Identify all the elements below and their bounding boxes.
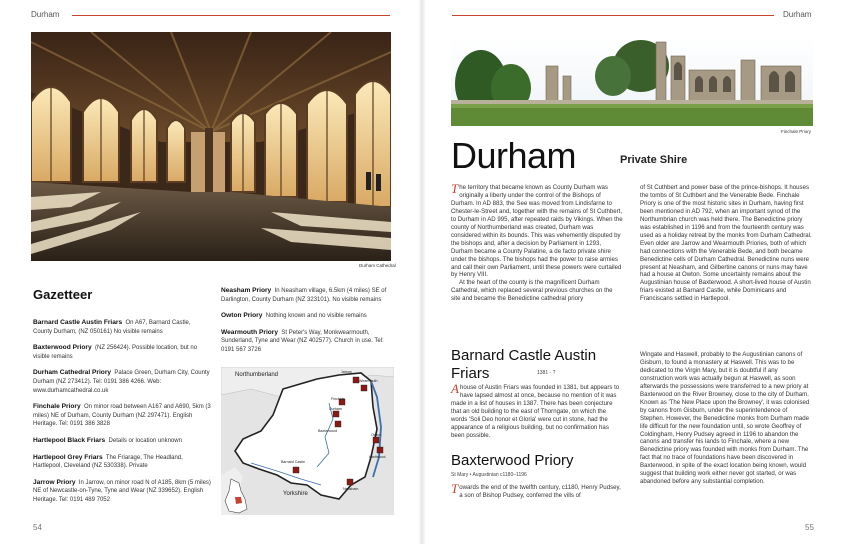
- section-title-baxterwood: Baxterwood Priory: [451, 452, 574, 469]
- section-column-2: [640, 351, 812, 486]
- entry-name: Wearmouth Priory: [221, 328, 279, 336]
- entry-detail: Details or location unknown: [108, 437, 182, 444]
- section-body-barnard-castle: [451, 381, 623, 440]
- entry-detail: Nothing known and no visible remains: [265, 313, 367, 320]
- dropcap: A: [451, 381, 459, 396]
- map-place: Finchale: [331, 397, 345, 401]
- dropcap: T: [451, 481, 459, 496]
- gazetteer-title: Gazetteer: [33, 287, 93, 302]
- section-meta-baxterwood: St Mary • Augustinian c1180–1196: [451, 472, 527, 478]
- gazetteer-entry: [221, 329, 393, 355]
- map-place: Baxterwood: [318, 429, 337, 433]
- gazetteer-entry: [33, 437, 211, 446]
- entry-name: Owton Priory: [221, 312, 263, 320]
- map-place: Jarrow: [341, 370, 352, 374]
- gazetteer-column-1: [33, 319, 211, 513]
- photo-caption-left: Durham Cathedral: [359, 263, 396, 268]
- running-head-right: Durham: [783, 10, 812, 19]
- entry-detail: On A67, Barnard Castle, County Durham, (NZ 050161) No visible remains: [33, 320, 191, 335]
- intro-paragraph-3: of St Cuthbert and power base of the prince-bishops. It houses the tombs of St Cuthbert and the Venerable Bede. Finchale Priory is one of the most historic sites in Durham, having first been mentioned in AD 792, when an important synod of the Northumbrian church was held there. The Benedictine priory was established in 1196 and from the fourteenth century was used as a holiday retreat by the monks from Durham Cathedral. Even older are Jarrow and Wearmouth Priories, both of which had connections with the Venerable Bede, and both became Benedictine cells of Durham Cathedral. Benedictine nuns were present at Neasham, and Gilbertine canons or nuns may have had a house at Owton. Some uncertainty remains about the Augustinian house of Baxterwood. A short-lived house of Austin friars existed at Barnard Castle, while Dominicans and Franciscans settled in Hartlepool.: [640, 184, 812, 303]
- entry-name: Jarrow Priory: [33, 478, 76, 486]
- entry-name: Neasham Priory: [221, 287, 272, 294]
- entry-name: Hartlepool Grey Friars: [33, 453, 103, 461]
- running-head-left: Durham: [31, 10, 60, 19]
- page-subtitle: Private Shire: [620, 154, 688, 166]
- gazetteer-entry: [33, 369, 211, 395]
- gazetteer-entry: [221, 312, 393, 321]
- map-label-northumberland: Northumberland: [235, 372, 279, 378]
- page-number-left: 54: [33, 523, 42, 532]
- entry-detail: On minor road between A167 and A690, 5km (3 miles) NE of Durham, County Durham (NZ 297471). English Heritage. Tel: 0191 386 3828: [33, 404, 211, 428]
- intro-paragraph-1: he territory that became known as County Durham was originally a liberty under the control of the Bishops of Durham. In AD 883, the See was moved from Lindisfarne to Chester-le-Street and, together with the remains of St Cuthbert, to Durham in AD 995, after repeated raids by Vikings. When the county of Northumberland was created, Durham was considered within its bounds. This was vehemently disputed by the bishops and, after a decision by Parliament in 1293, Durham became a County Palatine, a de facto private shire under the bishops. The bishops had the power to raise armies and call their own Parliament, until these powers were curtailed by Henry VIII.: [451, 184, 623, 279]
- gazetteer-entry: [33, 479, 211, 505]
- gazetteer-entry: [33, 344, 211, 361]
- cathedral-cloister-photo: [31, 32, 391, 261]
- entry-detail: In Jarrow, on minor road N of A185, 8km (5 miles) NE of Newcastle-on-Tyne, Tyne and Wear (NZ 339652). English Heritage. Tel: 0191 489 7052: [33, 479, 211, 503]
- gazetteer-entry: [221, 287, 393, 304]
- header-rule-left: [72, 15, 390, 16]
- left-page: [0, 0, 420, 544]
- section-paragraph: house of Austin Friars was founded in 1381, but appears to have lapsed almost at once, because no mention of it was made in a list of houses in 1387. There has been conjecture that an old building to the east of Thorngate, on which the words 'Soli Deo honor et Gloria' were cut in stone, had the appearance of a religious building, but no confirmation has been possible.: [451, 384, 620, 439]
- gazetteer-entry: [33, 319, 211, 336]
- map-place: Wearmouth: [359, 379, 378, 383]
- intro-column-1: [451, 181, 623, 303]
- map-place: Neasham: [343, 487, 359, 491]
- entry-name: Finchale Priory: [33, 403, 81, 411]
- finchale-priory-photo: [451, 36, 813, 126]
- section-meta-barnard-castle: 1381 - ?: [537, 370, 556, 376]
- dropcap: T: [451, 181, 459, 196]
- section-body-baxterwood: [451, 481, 623, 500]
- page-title: Durham: [451, 135, 577, 176]
- gazetteer-entry: [33, 403, 211, 429]
- entry-detail: St Peter's Way, Monkwearmouth, Sunderland, Tyne and Wear (NZ 402577). Church in use. Tel: 0191 567 3726: [221, 329, 384, 353]
- map-place: Hartlepool: [369, 455, 386, 459]
- section-title-barnard-castle: Barnard Castle Austin Friars: [451, 347, 597, 382]
- intro-column-2: [640, 184, 812, 303]
- entry-detail: Palace Green, Durham City, County Durham (NZ 273412). Tel: 0191 386 4266. Web: www.durhamcathedral.co.uk: [33, 370, 210, 394]
- entry-detail: (NZ 256424). Possible location, but no visible remains: [33, 345, 198, 360]
- section-paragraph: Wingate and Haswell, probably to the Augustinian canons of Gisburn, to found a monastery at Haswell. This was to be dedicated to the Virgin Mary, but it is doubtful if any construction work was actually begun at Haswell, as soon afterwards the possessions were transferred to a new priory at Baxterwood on the River Browney, close to the city of Durham. Known as 'The New Place upon the Browney', it was colonised by canons from Gisburn, under the superintendence of Stephen. However, the Benedictine monks from Durham made life difficult for the new foundation until, so wrote Geoffrey of Coldingham, Henry Pudsey agreed in 1196 to abandon the canons and transfer his lands to Finchale, where a new Benedictine priory was founded with monks from Durham. The fact that no trace of foundations have been discovered in Baxterwood, in spite of the exact location being known, would suggest that building work either never got started, or was abandoned before any substantial completion.: [640, 351, 810, 486]
- photo-caption-right: Finchale Priory: [781, 129, 812, 134]
- entry-name: Barnard Castle Austin Friars: [33, 319, 123, 326]
- header-rule-right: [452, 15, 774, 16]
- entry-name: Durham Cathedral Priory: [33, 369, 112, 377]
- right-page: [425, 0, 845, 544]
- entry-detail: In Neasham village, 6.5km (4 miles) SE of Darlington, County Durham (NZ 323101). No visible remains: [221, 288, 387, 303]
- entry-name: Baxterwood Priory: [33, 344, 92, 352]
- county-durham-map: [221, 367, 394, 515]
- map-label-yorkshire: Yorkshire: [283, 491, 308, 497]
- map-place: Durham: [329, 407, 342, 411]
- section-paragraph: owards the end of the twelfth century, c1180, Henry Pudsey, a son of Bishop Pudsey, conferred the vills of: [459, 484, 621, 499]
- page-number-right: 55: [805, 523, 814, 532]
- gazetteer-entry: [33, 454, 211, 471]
- entry-detail: The Friarage, The Headland, Hartlepool, Cleveland (NZ 530338). Private: [33, 454, 183, 470]
- map-place: Owton: [371, 433, 382, 437]
- map-place: Barnard Castle: [281, 460, 305, 464]
- intro-paragraph-2: At the heart of the county is the magnificent Durham Cathedral, which replaced several previous churches on the site and became the Benedictine cathedral priory: [451, 279, 613, 303]
- entry-name: Hartlepool Black Friars: [33, 436, 106, 444]
- gazetteer-column-2: [221, 287, 393, 363]
